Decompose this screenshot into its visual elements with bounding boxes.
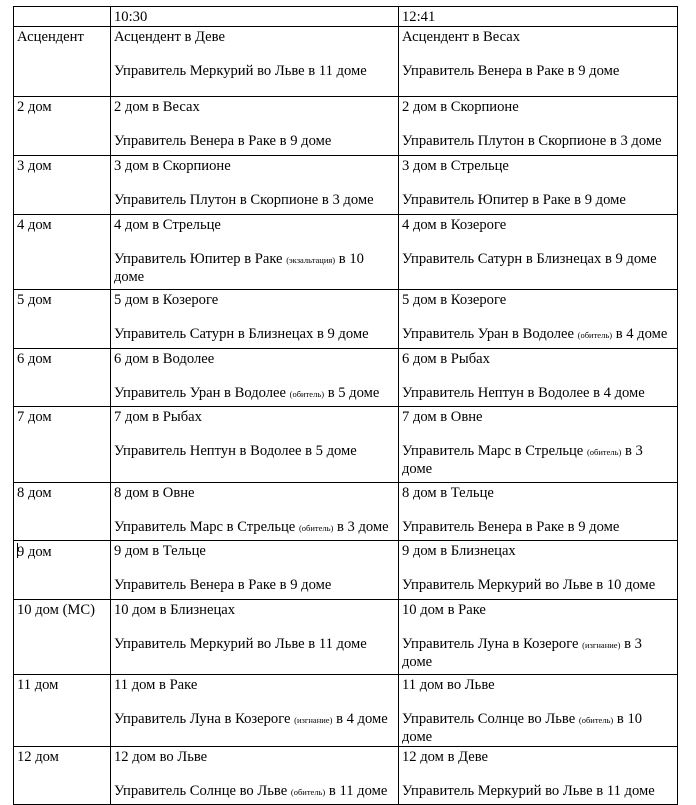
header-row xyxy=(14,7,678,27)
house-label: 6 дом xyxy=(17,351,52,367)
ruler-text: Управитель Меркурий во Льве в 11 доме xyxy=(402,783,655,799)
ruler-dignity-note: (изгнание) xyxy=(582,640,621,650)
ruler-text: Управитель Нептун в Водолее в 4 доме xyxy=(402,385,645,401)
house-cell-c1[interactable] xyxy=(111,215,399,290)
ruler-text: Управитель Марс в Стрельце xyxy=(114,519,296,535)
house-cell-c2[interactable] xyxy=(399,600,678,675)
house-cell-c2[interactable] xyxy=(399,97,678,156)
house-cell-c1[interactable] xyxy=(111,483,399,541)
house-label-cell[interactable] xyxy=(14,747,111,805)
ruler-text: Управитель Луна в Козероге xyxy=(402,636,579,652)
ruler-line xyxy=(402,385,674,402)
ruler-line xyxy=(114,443,395,460)
ruler-text: Управитель Венера в Раке в 9 доме xyxy=(114,133,332,149)
house-cell-c2[interactable] xyxy=(399,541,678,600)
house-sign: 5 дом в Козероге xyxy=(402,292,507,308)
house-row xyxy=(14,97,678,156)
house-cell-c1[interactable] xyxy=(111,156,399,215)
ruler-text: Управитель Венера в Раке в 9 доме xyxy=(114,577,332,593)
ruler-line xyxy=(114,577,395,594)
ruler-line xyxy=(402,251,674,268)
ruler-line xyxy=(402,636,674,671)
house-sign: 11 дом в Раке xyxy=(114,677,198,693)
house-label-cell[interactable] xyxy=(14,215,111,290)
house-cell-c2[interactable] xyxy=(399,407,678,483)
ruler-text: Управитель Меркурий во Льве в 11 доме xyxy=(114,636,367,652)
ruler-house: в 11 доме xyxy=(328,783,388,799)
house-sign: 12 дом в Деве xyxy=(402,749,489,765)
ruler-text: Управитель Сатурн в Близнецах в 9 доме xyxy=(402,251,657,267)
ruler-dignity-note: (экзальтация) xyxy=(286,255,336,265)
ruler-dignity-note: (обитель) xyxy=(578,715,614,725)
ruler-dignity-note: (обитель) xyxy=(577,330,613,340)
house-row xyxy=(14,349,678,407)
ruler-text: Управитель Плутон в Скорпионе в 3 доме xyxy=(402,133,662,149)
ruler-line xyxy=(114,636,395,653)
house-row xyxy=(14,675,678,747)
house-cell-c1[interactable] xyxy=(111,407,399,483)
house-sign: 3 дом в Стрельце xyxy=(402,158,509,174)
ruler-line xyxy=(402,63,674,80)
house-cell-c1[interactable] xyxy=(111,27,399,97)
ruler-house: в 3 доме xyxy=(402,636,642,670)
house-cell-c1[interactable] xyxy=(111,97,399,156)
house-label-cell[interactable] xyxy=(14,156,111,215)
house-sign: 9 дом в Близнецах xyxy=(402,543,516,559)
ruler-line xyxy=(114,385,395,403)
house-cell-c2[interactable] xyxy=(399,349,678,407)
ruler-house: в 4 доме xyxy=(336,711,388,727)
ruler-line xyxy=(402,443,674,478)
house-label: 3 дом xyxy=(17,158,52,174)
ruler-text: Управитель Сатурн в Близнецах в 9 доме xyxy=(114,326,369,342)
house-sign: 2 дом в Скорпионе xyxy=(402,99,519,115)
house-sign: Асцендент в Весах xyxy=(402,29,521,45)
header-time-1[interactable]: 10:30 xyxy=(111,7,399,27)
house-label: 4 дом xyxy=(17,217,52,233)
house-sign: 4 дом в Стрельце xyxy=(114,217,221,233)
ruler-text: Управитель Венера в Раке в 9 доме xyxy=(402,519,620,535)
house-sign: 7 дом в Овне xyxy=(402,409,483,425)
house-row xyxy=(14,215,678,290)
house-row xyxy=(14,541,678,600)
house-sign: 11 дом во Льве xyxy=(402,677,495,693)
house-label-cell[interactable] xyxy=(14,27,111,97)
house-label-cell[interactable] xyxy=(14,675,111,747)
house-sign: 8 дом в Овне xyxy=(114,485,195,501)
ruler-line xyxy=(114,326,395,343)
ruler-text: Управитель Юпитер в Раке в 9 доме xyxy=(402,192,626,208)
ruler-line xyxy=(402,133,674,150)
house-row xyxy=(14,600,678,675)
header-empty-cell[interactable] xyxy=(14,7,111,27)
ruler-line xyxy=(114,519,395,537)
house-sign: 10 дом в Близнецах xyxy=(114,602,236,618)
ruler-line xyxy=(402,326,674,344)
house-cell-c2[interactable] xyxy=(399,483,678,541)
house-sign: 4 дом в Козероге xyxy=(402,217,507,233)
house-label: 5 дом xyxy=(17,292,52,308)
ruler-text: Управитель Уран в Водолее xyxy=(114,385,286,401)
ruler-text: Управитель Марс в Стрельце xyxy=(402,443,584,459)
ruler-text: Управитель Меркурий во Льве в 11 доме xyxy=(114,63,367,79)
house-row xyxy=(14,483,678,541)
ruler-line xyxy=(114,783,395,801)
ruler-line xyxy=(114,711,395,729)
house-cell-c1[interactable] xyxy=(111,675,399,747)
house-label-cell[interactable] xyxy=(14,290,111,349)
house-label: 10 дом (МС) xyxy=(17,602,95,618)
ruler-line xyxy=(114,63,395,80)
house-sign: 10 дом в Раке xyxy=(402,602,486,618)
ruler-text: Управитель Меркурий во Льве в 10 доме xyxy=(402,577,656,593)
ruler-house: в 5 доме xyxy=(327,385,380,401)
ruler-line xyxy=(402,519,674,536)
house-label-cell[interactable] xyxy=(14,541,111,600)
ruler-text: Управитель Юпитер в Раке xyxy=(114,251,283,267)
houses-table-body xyxy=(14,7,678,805)
house-cell-c2[interactable] xyxy=(399,215,678,290)
house-label-cell[interactable] xyxy=(14,349,111,407)
house-cell-c2[interactable] xyxy=(399,675,678,747)
header-time-2[interactable]: 12:41 xyxy=(399,7,678,27)
ruler-house: в 3 доме xyxy=(337,519,389,535)
house-label-cell[interactable] xyxy=(14,483,111,541)
house-cell-c2[interactable] xyxy=(399,27,678,97)
ruler-text: Управитель Венера в Раке в 9 доме xyxy=(402,63,620,79)
ruler-text: Управитель Солнце во Льве xyxy=(114,783,288,799)
house-label-cell[interactable] xyxy=(14,600,111,675)
house-sign: 8 дом в Тельце xyxy=(402,485,494,501)
ruler-line xyxy=(402,711,674,746)
ruler-text: Управитель Нептун в Водолее в 5 доме xyxy=(114,443,357,459)
ruler-dignity-note: (обитель) xyxy=(289,389,325,399)
house-row xyxy=(14,290,678,349)
house-row xyxy=(14,27,678,97)
house-sign: 5 дом в Козероге xyxy=(114,292,219,308)
house-cell-c2[interactable] xyxy=(399,290,678,349)
ruler-line xyxy=(114,192,395,209)
house-label: 7 дом xyxy=(17,409,52,425)
houses-table xyxy=(13,6,678,805)
house-label-cell[interactable] xyxy=(14,407,111,483)
house-label: 8 дом xyxy=(17,485,52,501)
house-sign: 3 дом в Скорпионе xyxy=(114,158,231,174)
ruler-text: Управитель Луна в Козероге xyxy=(114,711,291,727)
house-label: Асцендент xyxy=(17,29,84,45)
house-sign: 9 дом в Тельце xyxy=(114,543,206,559)
ruler-line xyxy=(402,783,674,800)
house-sign: 6 дом в Водолее xyxy=(114,351,215,367)
ruler-house: в 3 доме xyxy=(402,443,643,477)
ruler-house: в 10 доме xyxy=(114,251,364,285)
house-cell-c2[interactable] xyxy=(399,747,678,805)
house-cell-c1[interactable] xyxy=(111,349,399,407)
house-label-cell[interactable] xyxy=(14,97,111,156)
ruler-line xyxy=(402,192,674,209)
ruler-dignity-note: (обитель) xyxy=(298,523,334,533)
ruler-house: в 4 доме xyxy=(615,326,668,342)
house-label: 11 дом xyxy=(17,677,59,693)
house-row xyxy=(14,407,678,483)
ruler-dignity-note: (обитель) xyxy=(290,787,326,797)
house-sign: 7 дом в Рыбах xyxy=(114,409,202,425)
house-label: 12 дом xyxy=(17,749,59,765)
house-cell-c1[interactable] xyxy=(111,290,399,349)
house-label: 2 дом xyxy=(17,99,52,115)
house-sign: 12 дом во Льве xyxy=(114,749,208,765)
house-label: 9 дом xyxy=(17,544,52,560)
ruler-line xyxy=(114,133,395,150)
ruler-text: Управитель Солнце во Льве xyxy=(402,711,576,727)
house-sign: Асцендент в Деве xyxy=(114,29,225,45)
house-row xyxy=(14,747,678,805)
house-row xyxy=(14,156,678,215)
house-cell-c1[interactable] xyxy=(111,747,399,805)
house-sign: 2 дом в Весах xyxy=(114,99,200,115)
ruler-line xyxy=(114,251,395,286)
house-sign: 6 дом в Рыбах xyxy=(402,351,490,367)
ruler-text: Управитель Плутон в Скорпионе в 3 доме xyxy=(114,192,374,208)
house-cell-c1[interactable] xyxy=(111,541,399,600)
house-cell-c1[interactable] xyxy=(111,600,399,675)
house-cell-c2[interactable] xyxy=(399,156,678,215)
ruler-line xyxy=(402,577,674,594)
ruler-dignity-note: (изгнание) xyxy=(294,715,333,725)
ruler-dignity-note: (обитель) xyxy=(586,447,622,457)
ruler-text: Управитель Уран в Водолее xyxy=(402,326,574,342)
ruler-house: в 10 доме xyxy=(402,711,643,745)
